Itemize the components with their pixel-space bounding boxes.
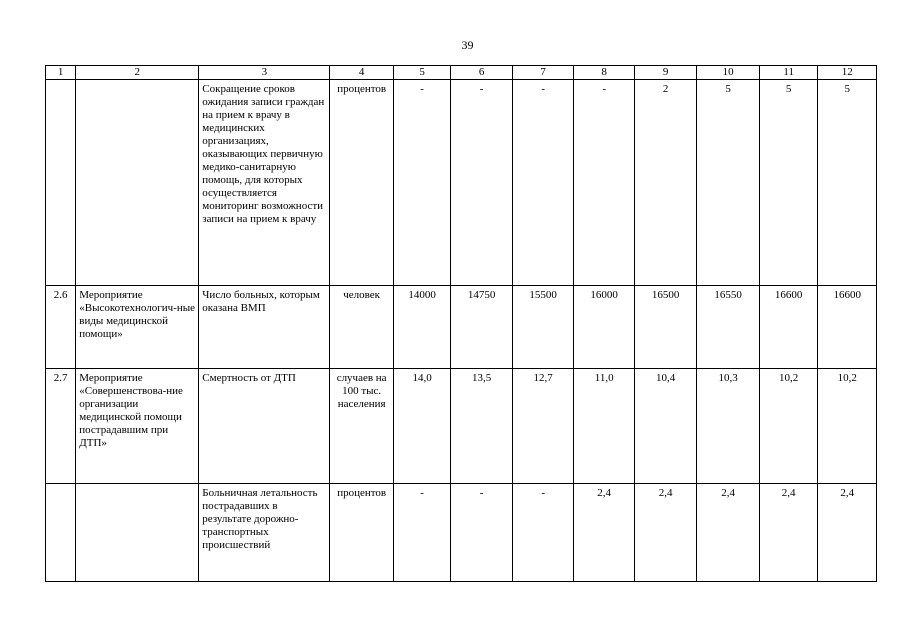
row-number-cell [46,80,76,286]
page-number: 39 [461,38,474,52]
row-number-cell: 2.6 [46,286,76,369]
header-cell: 11 [759,66,817,80]
value-cell: 5 [697,80,760,286]
value-cell: 10,2 [818,369,877,484]
value-cell: 10,2 [759,369,817,484]
value-cell: - [574,80,635,286]
event-cell [76,484,199,582]
value-cell: 16600 [818,286,877,369]
value-cell: 2,4 [818,484,877,582]
header-cell: 4 [330,66,394,80]
table-row [46,80,877,286]
value-cell: - [451,484,513,582]
table-row [46,484,877,582]
table-row [46,369,877,484]
value-cell: 2,4 [697,484,760,582]
table-header-row [46,66,877,80]
value-cell: 11,0 [574,369,635,484]
event-cell [76,80,199,286]
table-row [46,286,877,369]
header-cell: 8 [574,66,635,80]
value-cell: 5 [818,80,877,286]
value-cell: 16500 [634,286,697,369]
value-cell: - [512,80,574,286]
value-cell: - [393,80,450,286]
header-cell: 9 [634,66,697,80]
unit-cell: случаев на 100 тыс. населения [330,369,394,484]
value-cell: 2,4 [634,484,697,582]
value-cell: 5 [759,80,817,286]
header-cell: 7 [512,66,574,80]
header-cell: 3 [199,66,330,80]
value-cell: 15500 [512,286,574,369]
value-cell: 12,7 [512,369,574,484]
value-cell: 2,4 [574,484,635,582]
value-cell: - [393,484,450,582]
header-cell: 2 [76,66,199,80]
indicator-cell: Больничная летальность пострадавших в результате дорожно-транспортных происшествий [199,484,330,582]
event-cell: Мероприятие «Высокотехнологич-ные виды медицинской помощи» [76,286,199,369]
header-cell: 6 [451,66,513,80]
value-cell: 16600 [759,286,817,369]
value-cell: 16550 [697,286,760,369]
row-number-cell: 2.7 [46,369,76,484]
value-cell: 14750 [451,286,513,369]
event-cell: Мероприятие «Совершенствова-ние организации медицинской помощи пострадавшим при ДТП» [76,369,199,484]
value-cell: 14,0 [393,369,450,484]
unit-cell: процентов [330,484,394,582]
unit-cell: человек [330,286,394,369]
header-cell: 1 [46,66,76,80]
header-cell: 5 [393,66,450,80]
value-cell: 13,5 [451,369,513,484]
indicator-cell: Смертность от ДТП [199,369,330,484]
value-cell: 16000 [574,286,635,369]
indicator-cell: Сокращение сроков ожидания записи граждан на прием к врачу в медицинских организациях, оказывающих первичную медико-санитарную помощь, для которых осуществляется мониторинг возможности записи на прием к врачу [199,80,330,286]
value-cell: 14000 [393,286,450,369]
row-number-cell [46,484,76,582]
value-cell: 10,3 [697,369,760,484]
value-cell: - [451,80,513,286]
header-cell: 12 [818,66,877,80]
data-table [45,65,877,582]
unit-cell: процентов [330,80,394,286]
value-cell: - [512,484,574,582]
header-cell: 10 [697,66,760,80]
indicator-cell: Число больных, которым оказана ВМП [199,286,330,369]
value-cell: 2 [634,80,697,286]
value-cell: 10,4 [634,369,697,484]
value-cell: 2,4 [759,484,817,582]
